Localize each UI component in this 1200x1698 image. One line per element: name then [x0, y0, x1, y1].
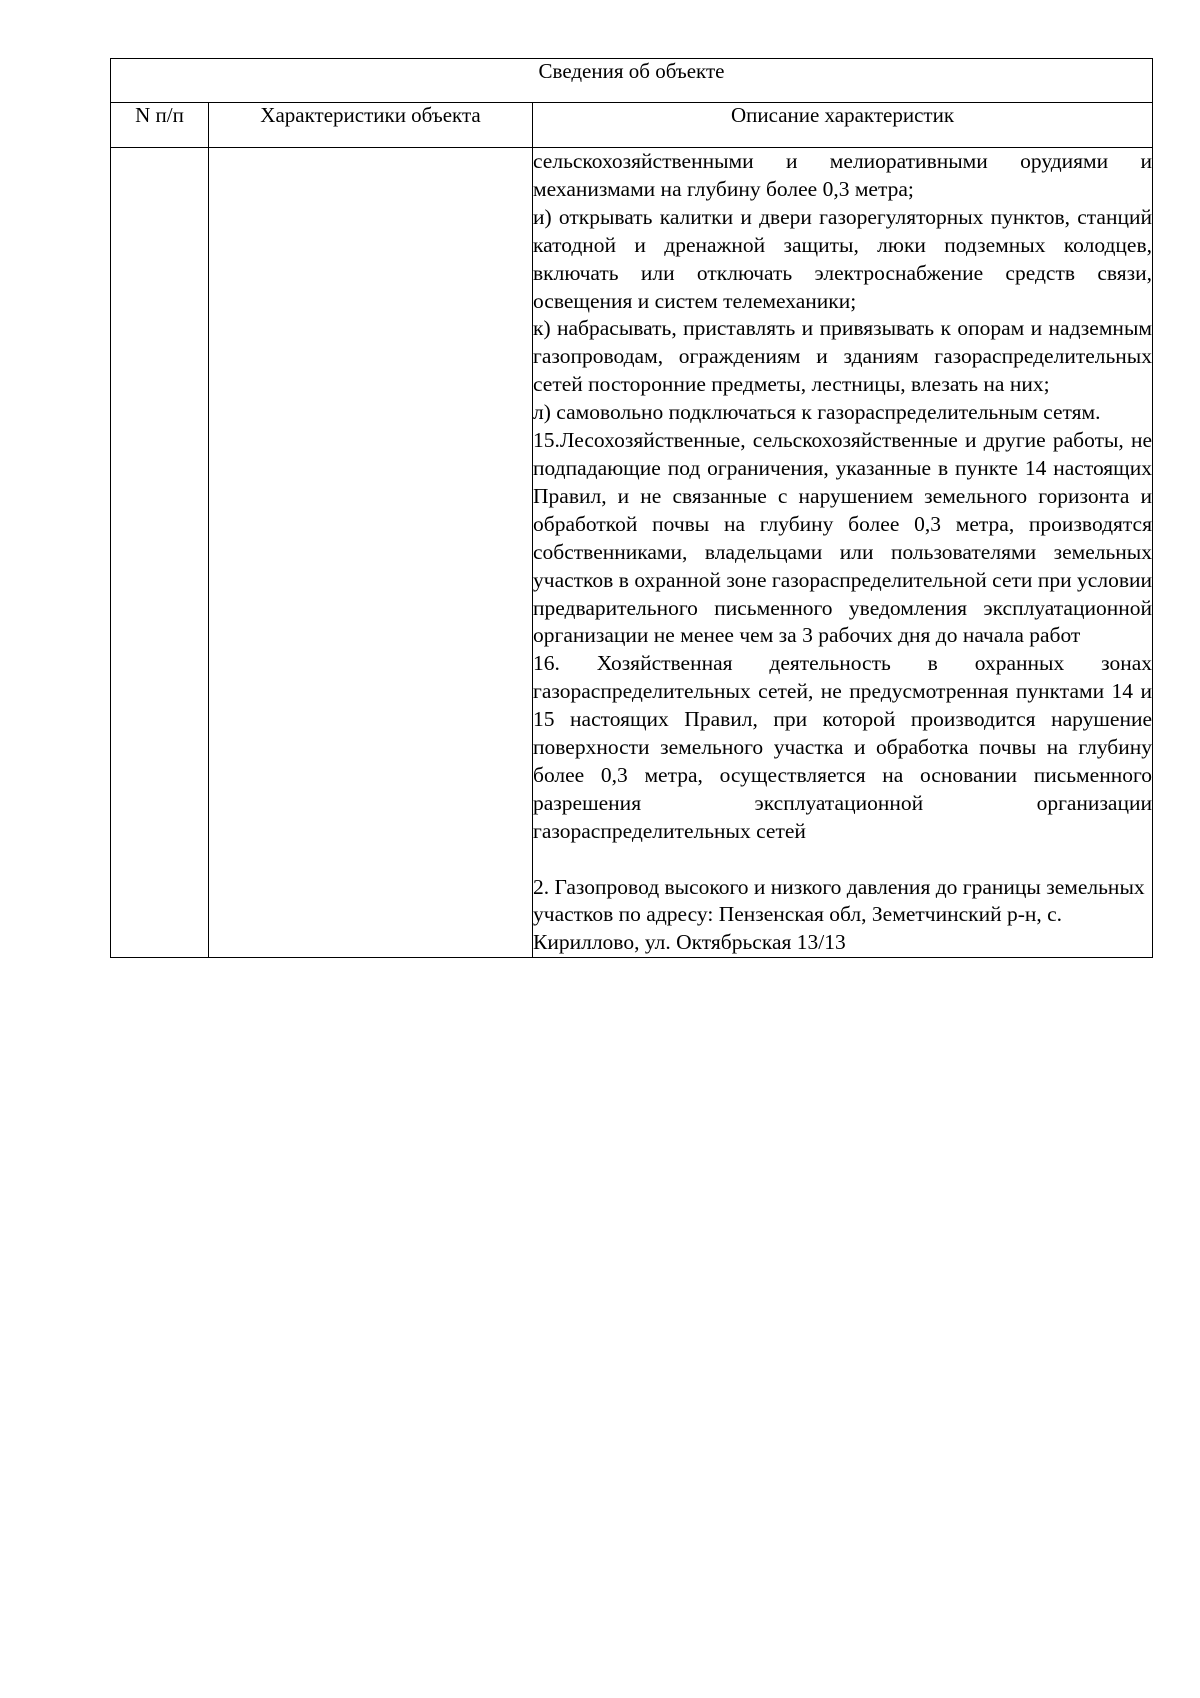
- table-caption: Сведения об объекте: [111, 59, 1153, 103]
- description-paragraph: 15.Лесохозяйственные, сельскохозяйственные и другие работы, не подпадающие под ограничения, указанные в пункте 14 настоящих Правил, и не связанные с нарушением земельного горизонта и обработкой почвы на глубину более 0,3 метра, производятся собственниками, владельцами или пользователями земельных участков в охранной зоне газораспределительной сети при условии предварительного письменного уведомления эксплуатационной организации не менее чем за 3 рабочих дня до начала работ: [533, 428, 1152, 648]
- header-number: N п/п: [111, 103, 209, 148]
- object-info-table: [110, 58, 1153, 958]
- table-header-row: [111, 103, 1153, 148]
- header-description: Описание характеристик: [533, 103, 1153, 148]
- address-paragraph: 2. Газопровод высокого и низкого давления до границы земельных участков по адресу: Пензенская обл, Земетчинский р-н, с. Кириллово, ул. Октябрьская 13/13: [533, 874, 1145, 955]
- description-paragraph: л) самовольно подключаться к газораспределительным сетям.: [533, 400, 1101, 425]
- row-number-cell: [111, 148, 209, 958]
- paragraph-spacer: [533, 846, 1152, 874]
- description-paragraph: сельскохозяйственными и мелиоративными орудиями и механизмами на глубину более 0,3 метра;: [533, 149, 1152, 201]
- description-paragraph: 16. Хозяйственная деятельность в охранных зонах газораспределительных сетей, не предусмотренная пунктами 14 и 15 настоящих Правил, при которой производится нарушение поверхности земельного участка и обработка почвы на глубину более 0,3 метра, осуществляется на основании письменного разрешения эксплуатационной организации газораспределительных сетей: [533, 651, 1152, 843]
- row-description-cell: [533, 148, 1153, 958]
- row-characteristic-cell: [209, 148, 533, 958]
- description-paragraph: к) набрасывать, приставлять и привязывать к опорам и надземным газопроводам, ограждениям и зданиям газораспределительных сетей посторонние предметы, лестницы, влезать на них;: [533, 316, 1152, 397]
- table-row: [111, 148, 1153, 958]
- table-caption-row: [111, 59, 1153, 103]
- description-paragraph: и) открывать калитки и двери газорегуляторных пунктов, станций катодной и дренажной защиты, люки подземных колодцев, включать или отключать электроснабжение средств связи, освещения и систем телемеханики;: [533, 204, 1152, 313]
- header-characteristics: Характеристики объекта: [209, 103, 533, 148]
